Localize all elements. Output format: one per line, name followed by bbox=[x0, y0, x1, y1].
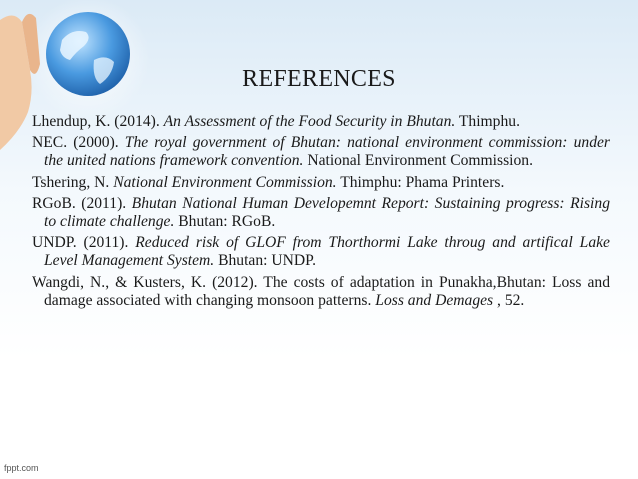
reference-text: Thimphu. bbox=[455, 113, 520, 130]
reference-item bbox=[32, 113, 610, 131]
reference-text: Bhutan: UNDP. bbox=[214, 252, 316, 270]
reference-title: Loss and Demages bbox=[375, 291, 494, 309]
reference-text: Bhutan: RGoB. bbox=[174, 213, 276, 231]
reference-text: Tshering, N. bbox=[32, 173, 114, 191]
reference-text: RGoB. (2011). bbox=[32, 194, 132, 212]
reference-item bbox=[32, 195, 610, 231]
reference-text: Wangdi, N., & Kusters, K. (2012). The costs of adaptation in Punakha,Bhutan: Loss and damage associated with changing monsoon patterns. bbox=[32, 273, 610, 309]
reference-item bbox=[32, 234, 610, 270]
reference-title: Reduced risk of GLOF from Thorthormi Lake throug and artifical Lake Level Management System. bbox=[44, 234, 610, 270]
slide-title: REFERENCES bbox=[242, 66, 396, 92]
reference-item bbox=[32, 134, 610, 170]
reference-text: National Environment Commission. bbox=[303, 152, 533, 170]
reference-text: Lhendup, K. (2014). bbox=[32, 113, 164, 130]
reference-text: Thimphu: Phama Printers. bbox=[336, 173, 505, 191]
reference-title: An Assessment of the Food Security in Bhutan. bbox=[163, 113, 456, 130]
references-list bbox=[32, 113, 610, 313]
reference-text: , 52. bbox=[493, 291, 525, 309]
reference-item bbox=[32, 174, 610, 192]
reference-text: NEC. (2000). bbox=[32, 134, 125, 152]
reference-text: UNDP. (2011). bbox=[32, 234, 136, 252]
footer-watermark: fppt.com bbox=[4, 463, 39, 473]
reference-title: The royal government of Bhutan: national environment commission: under the united nations framework convention. bbox=[44, 134, 610, 170]
reference-title: National Environment Commission. bbox=[113, 173, 337, 191]
reference-item bbox=[32, 274, 610, 310]
reference-title: Bhutan National Human Developemnt Report: Sustaining progress: Rising to climate challenge. bbox=[44, 194, 610, 231]
